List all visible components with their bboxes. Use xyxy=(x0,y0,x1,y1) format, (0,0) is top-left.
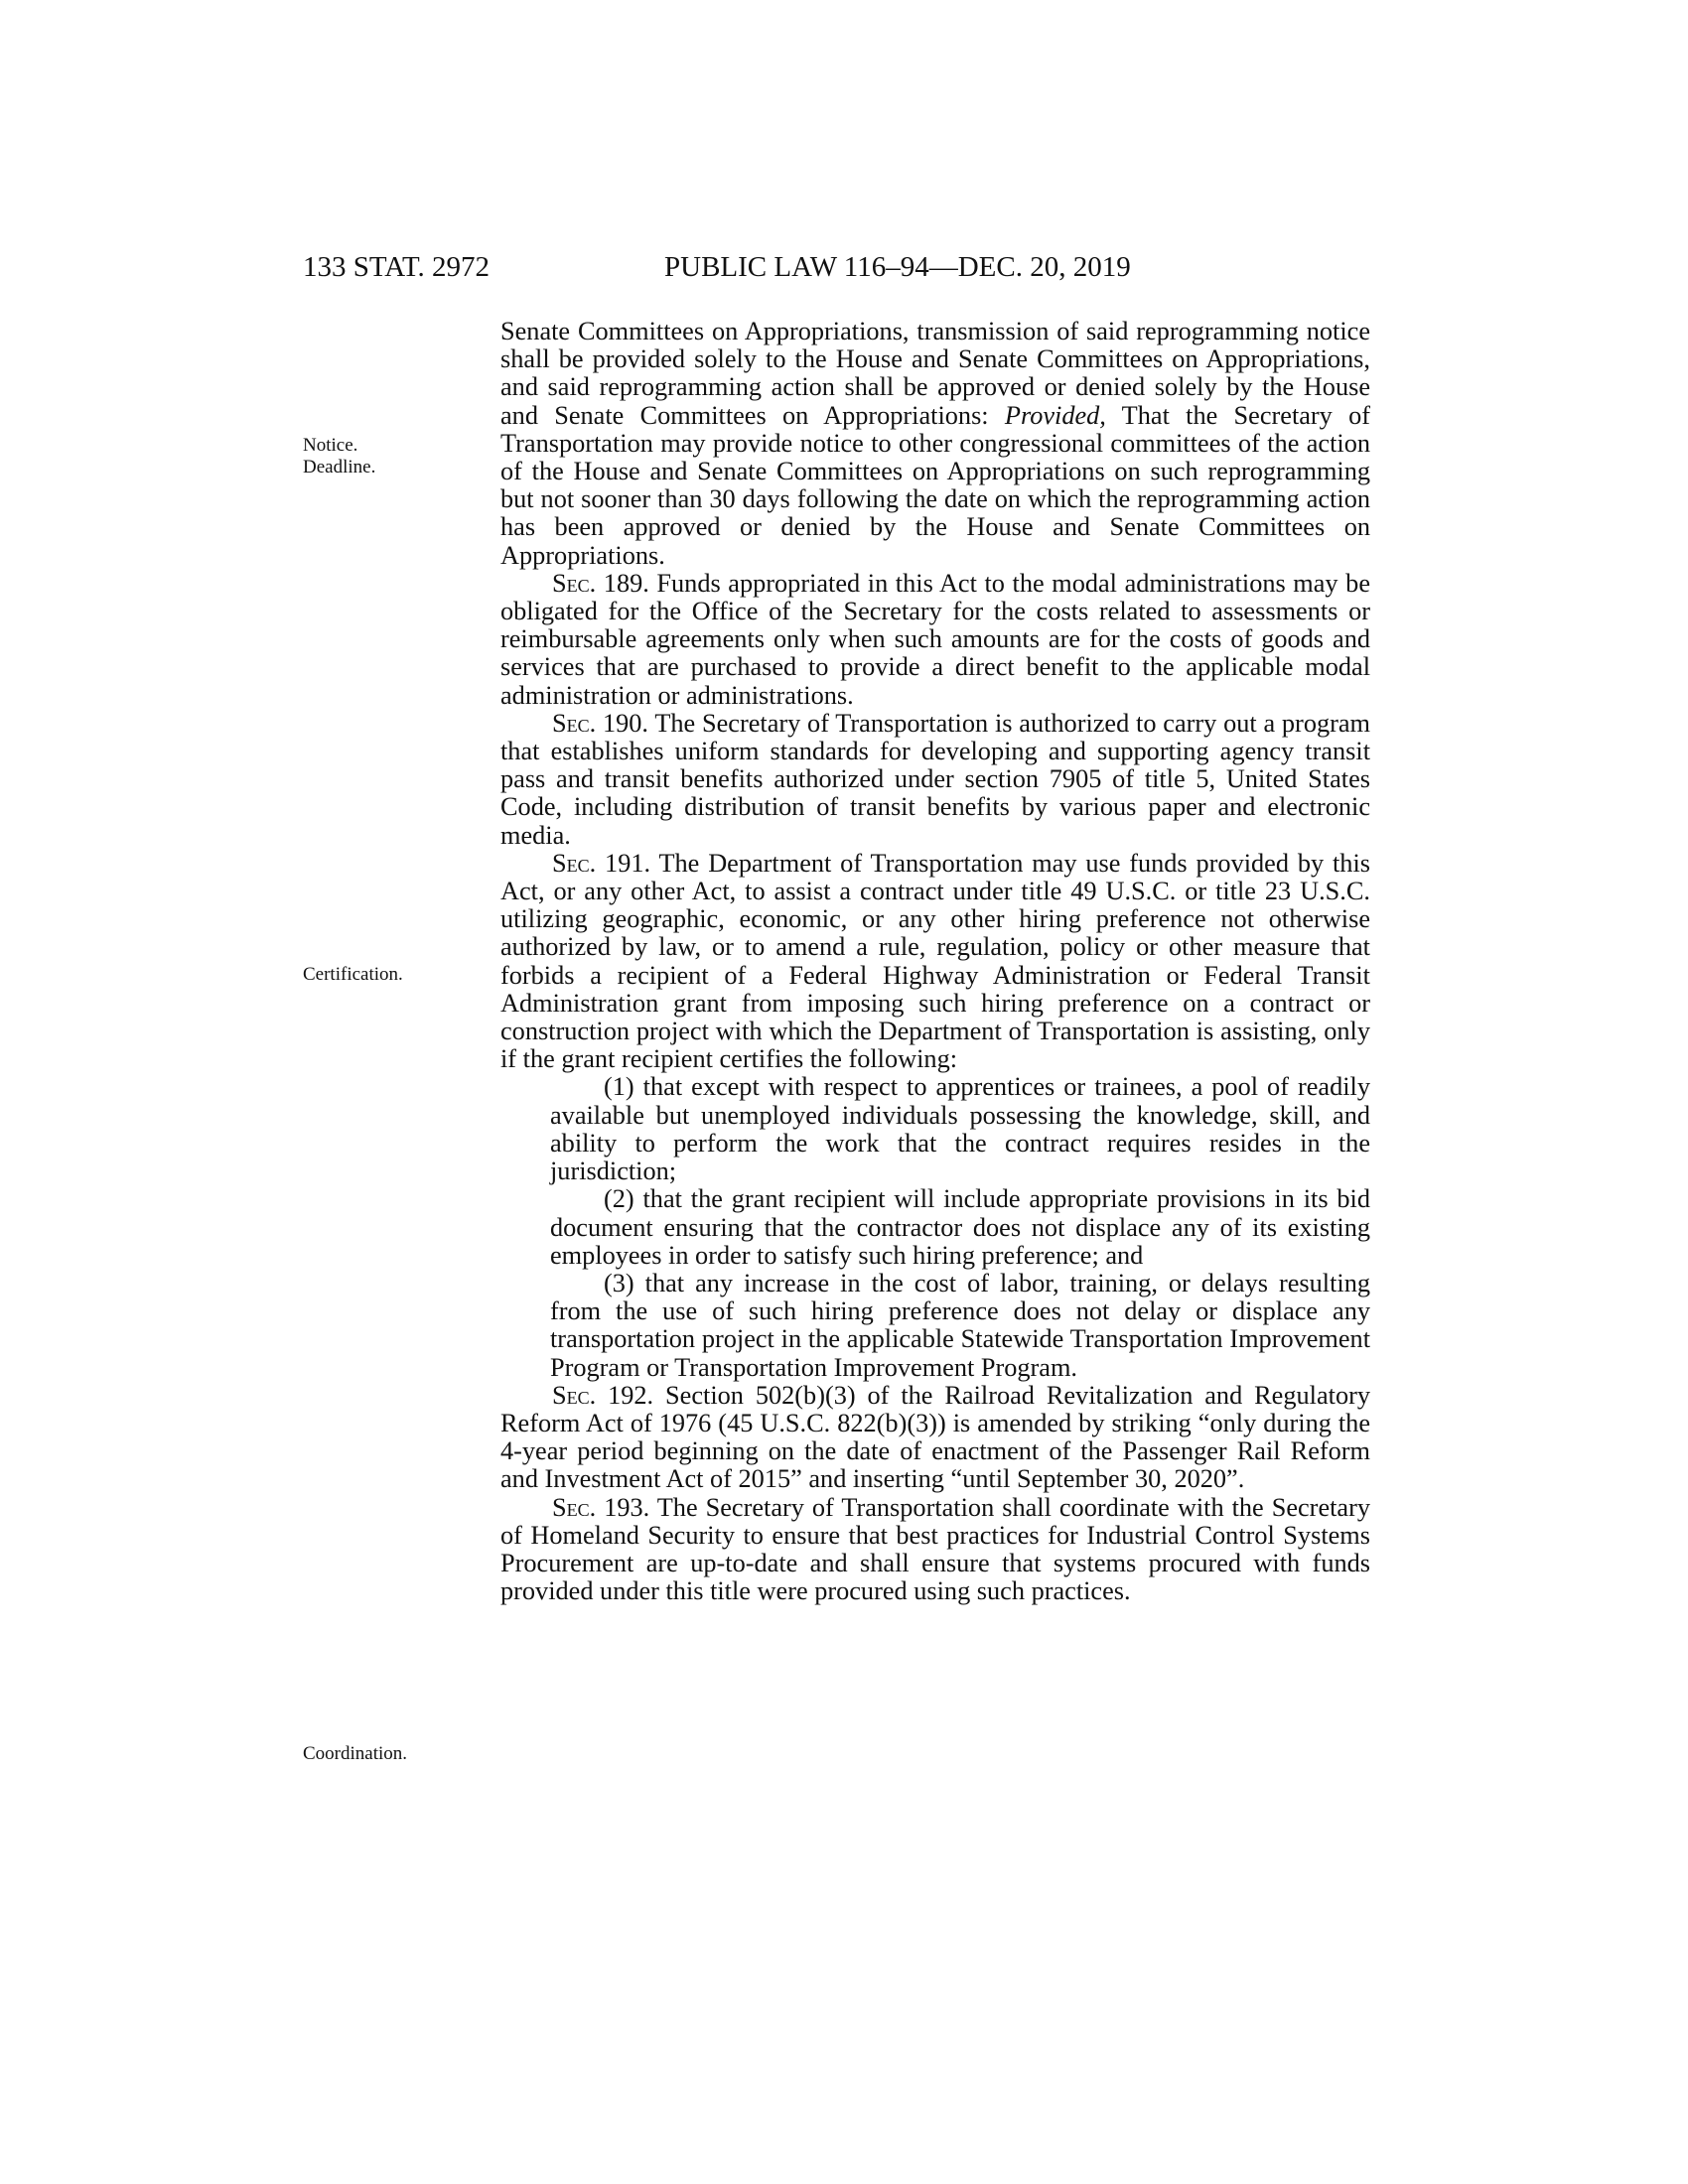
margin-note-notice: Notice. xyxy=(303,435,358,456)
law-citation: PUBLIC LAW 116–94—DEC. 20, 2019 xyxy=(664,251,1131,283)
sec-label: Sec. xyxy=(552,1380,597,1410)
sec-label: Sec. xyxy=(552,848,597,878)
stat-page-number: 133 STAT. 2972 xyxy=(303,251,491,283)
sec-190-text: 190. The Secretary of Transportation is authorized to carry out a program that establishes uniform standards for developing and supporting agency transit pass and transit benefits authorized under section 7905 of title 5, United States Code, including distribution of transit benefits by various paper and electronic media. xyxy=(500,708,1370,850)
section-193 xyxy=(500,1494,1370,1606)
margin-note-coordination: Coordination. xyxy=(303,1743,408,1764)
sec-label: Sec. xyxy=(552,1492,597,1522)
continued-text-a: Senate Committees on Appropriations, transmission of said reprogramming notice shall be provided solely to the House and Senate Committees on Appropriations, and said reprogramming action shall be approved or denied solely by the House and Senate Committees on Appropriations: xyxy=(500,317,1370,430)
section-189 xyxy=(500,570,1370,710)
section-192 xyxy=(500,1382,1370,1494)
body-text xyxy=(500,318,1370,1605)
section-191 xyxy=(500,850,1370,1074)
sec-192-text: 192. Section 502(b)(3) of the Railroad Revitalization and Regulatory Reform Act of 1976 (45 U.S.C. 822(b)(3)) is amended by striking “only during the 4-year period beginning on the date of enactment of the Passenger Rail Reform and Investment Act of 2015” and inserting “until September 30, 2020”. xyxy=(500,1380,1370,1494)
paragraph-continued xyxy=(500,318,1370,570)
continued-text-b: That the Secretary of Transportation may provide notice to other congressional committees of the action of the House and Senate Committees on Appropriations on such reprogramming but not sooner than 30 days following the date on which the reprogramming action has been approved or denied by the House and Senate Committees on Appropriations. xyxy=(500,400,1370,570)
margin-note-certification: Certification. xyxy=(303,964,403,985)
section-191-item-3: (3) that any increase in the cost of labor, training, or delays resulting from the use of such hiring preference does not delay or displace any transportation project in the applicable Statewide Transportation Improvement Program or Transportation Improvement Program. xyxy=(550,1268,1370,1382)
sec-label: Sec. xyxy=(552,568,597,598)
sec-189-text: 189. Funds appropriated in this Act to the modal administrations may be obligated for the Office of the Secretary for the costs related to assessments or reimbursable agreements only when such amounts are for the costs of goods and services that are purchased to provide a direct benefit to the applicable modal administration or administrations. xyxy=(500,568,1370,710)
sec-label: Sec. xyxy=(552,708,597,738)
section-191-item-1: (1) that except with respect to apprentices or trainees, a pool of readily available but unemployed individuals possessing the knowledge, skill, and ability to perform the work that the contract requires resides in the jurisdiction; xyxy=(550,1072,1370,1186)
sec-193-text: 193. The Secretary of Transportation shall coordinate with the Secretary of Homeland Security to ensure that best practices for Industrial Control Systems Procurement are up-to-date and shall ensure that systems procured with funds provided under this title were procured using such practices. xyxy=(500,1492,1370,1606)
margin-note-deadline: Deadline. xyxy=(303,457,376,478)
sec-191-text: 191. The Department of Transportation may use funds provided by this Act, or any other Act, to assist a contract under title 49 U.S.C. or title 23 U.S.C. utilizing geographic, economic, or any other hiring preference not otherwise authorized by law, or to amend a rule, regulation, policy or other measure that forbids a recipient of a Federal Highway Administration or Federal Transit Administration grant from imposing such hiring preference on a contract or construction project with which the Department of Transportation is assisting, only if the grant recipient certifies the following: xyxy=(500,848,1370,1074)
section-191-item-2: (2) that the grant recipient will include appropriate provisions in its bid document ensuring that the contractor does not displace any of its existing employees in order to satisfy such hiring preference; and xyxy=(550,1184,1370,1270)
page-header xyxy=(303,251,1296,291)
provided-italic: Provided, xyxy=(1004,400,1106,430)
section-190 xyxy=(500,710,1370,850)
